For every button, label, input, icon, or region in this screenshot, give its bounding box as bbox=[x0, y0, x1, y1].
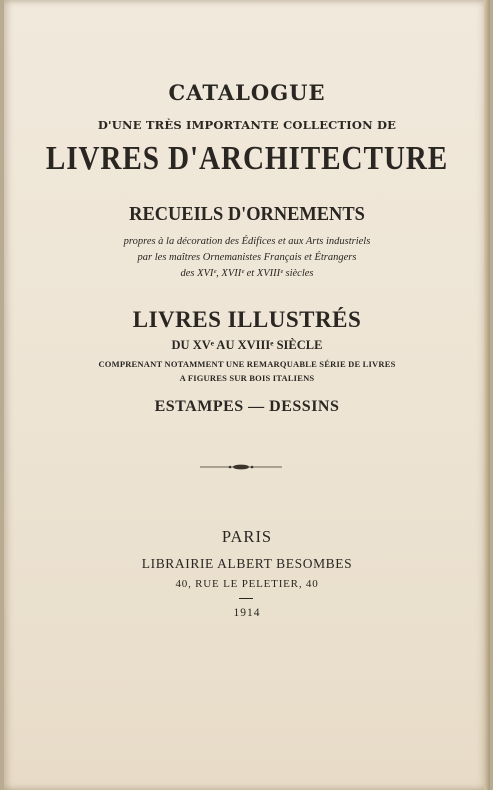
ornament-divider bbox=[200, 462, 282, 472]
recueils-heading: RECUEILS D'ORNEMENTS bbox=[129, 203, 365, 225]
description-line-2: par les maîtres Ornemanistes Français et Étrangers bbox=[137, 252, 357, 263]
imprint-city: PARIS bbox=[221, 527, 273, 546]
description-line-3: des XVIᵉ, XVIIᵉ et XVIIIᵉ siècles bbox=[180, 268, 314, 279]
catalogue-heading: CATALOGUE bbox=[168, 80, 326, 105]
comprenant-line-2: A FIGURES SUR BOIS ITALIENS bbox=[179, 373, 315, 383]
imprint-year: 1914 bbox=[233, 607, 261, 619]
century-range: DU XVᵉ AU XVIIIᵉ SIÈCLE bbox=[171, 338, 323, 352]
main-title: LIVRES D'ARCHITECTURE bbox=[45, 140, 449, 177]
comprenant-line-1: COMPRENANT NOTAMMENT UNE REMARQUABLE SÉRIE DE LIVRES bbox=[98, 359, 396, 369]
title-page bbox=[4, 0, 490, 790]
collection-subtitle: D'UNE TRÈS IMPORTANTE COLLECTION DE bbox=[97, 118, 397, 132]
estampes-heading: ESTAMPES — DESSINS bbox=[154, 398, 340, 415]
imprint-address: 40, RUE LE PELETIER, 40 bbox=[175, 578, 319, 590]
imprint-publisher: LIBRAIRIE ALBERT BESOMBES bbox=[141, 556, 353, 571]
description-line-1: propres à la décoration des Édifices et aux Arts industriels bbox=[123, 236, 371, 247]
livres-illustres-heading: LIVRES ILLUSTRÉS bbox=[132, 307, 362, 332]
imprint-dash bbox=[239, 598, 253, 599]
